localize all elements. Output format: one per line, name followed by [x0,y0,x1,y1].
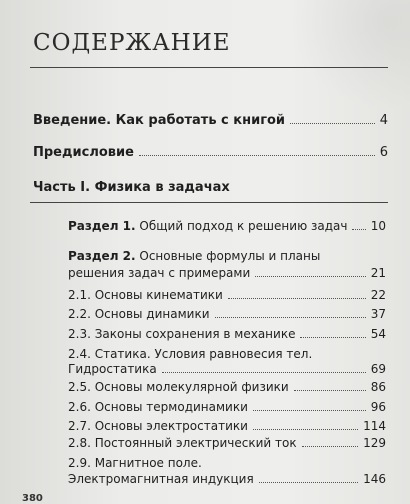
toc-entry-page: 86 [370,380,386,394]
toc-entry-section-2 [68,265,386,281]
toc-entry-page: 6 [379,145,388,160]
dot-leader [259,472,358,483]
toc-entry-page: 10 [370,219,386,233]
toc-item-2-5 [68,379,386,395]
toc-entry-label: Предисловие [33,145,134,160]
dot-leader [300,327,365,338]
toc-entry-label: 2.7. Основы электростатики [68,419,248,433]
toc-entry-label: Электромагнитная индукция [68,472,254,486]
toc-item-2-1 [68,287,386,303]
toc-entry-label: 2.3. Законы сохранения в механике [68,327,296,341]
dot-leader [253,419,358,430]
toc-item-2-9 [68,471,386,487]
toc-item-2-4-line1: 2.4. Статика. Условия равновесия тел. [68,347,313,361]
page-number: 380 [22,493,43,504]
dot-leader [302,436,358,447]
toc-entry-label: решения задач с примерами [68,266,251,280]
toc-entry-label [68,218,347,234]
toc-entry-page: 54 [370,327,386,341]
toc-entry-page: 69 [370,362,386,376]
toc-entry-page: 21 [370,266,386,280]
toc-entry-page: 146 [363,472,386,486]
dot-leader [290,113,375,124]
toc-entry-section-2-line1 [68,248,320,264]
section-title: Общий подход к решению задач [135,219,348,233]
toc-item-2-6 [68,399,386,415]
toc-entry-page: 96 [370,400,386,414]
toc-item-2-2 [68,306,386,322]
toc-entry-label: Введение. Как работать с книгой [33,113,286,128]
dot-leader [294,380,366,391]
title-rule [30,67,388,68]
dot-leader [255,266,365,277]
toc-entry-label: 2.6. Основы термодинамики [68,400,248,414]
toc-entry-page: 129 [363,436,386,450]
dot-leader [139,145,375,156]
dot-leader [228,288,366,299]
toc-entry-preface [33,145,388,161]
toc-item-2-4 [68,361,386,377]
dot-leader [162,362,366,373]
bleed-through-shadow [290,0,410,110]
toc-entry-intro [33,113,388,129]
page-title: СОДЕРЖАНИЕ [33,30,231,56]
toc-item-2-9-line1: 2.9. Магнитное поле. [68,456,202,470]
part-rule [30,202,388,203]
toc-entry-page: 114 [363,419,386,433]
dot-leader [352,219,365,230]
toc-entry-page: 22 [370,288,386,302]
toc-item-2-8 [68,435,386,451]
dot-leader [253,400,366,411]
toc-entry-label: 2.5. Основы молекулярной физики [68,380,289,394]
toc-entry-label: 2.8. Постоянный электрический ток [68,436,297,450]
toc-item-2-3 [68,326,386,342]
section-number: Раздел 2. [68,249,136,263]
toc-entry-label: 2.2. Основы динамики [68,307,210,321]
dot-leader [215,307,366,318]
toc-entry-page: 4 [379,113,388,128]
toc-entry-label: Гидростатика [68,362,157,376]
toc-item-2-7 [68,418,386,434]
section-title: Основные формулы и планы [135,249,321,263]
toc-entry-section-1 [68,218,386,234]
part-heading: Часть I. Физика в задачах [33,180,230,195]
toc-entry-page: 37 [370,307,386,321]
toc-entry-label: 2.1. Основы кинематики [68,288,223,302]
section-number: Раздел 1. [68,219,136,233]
